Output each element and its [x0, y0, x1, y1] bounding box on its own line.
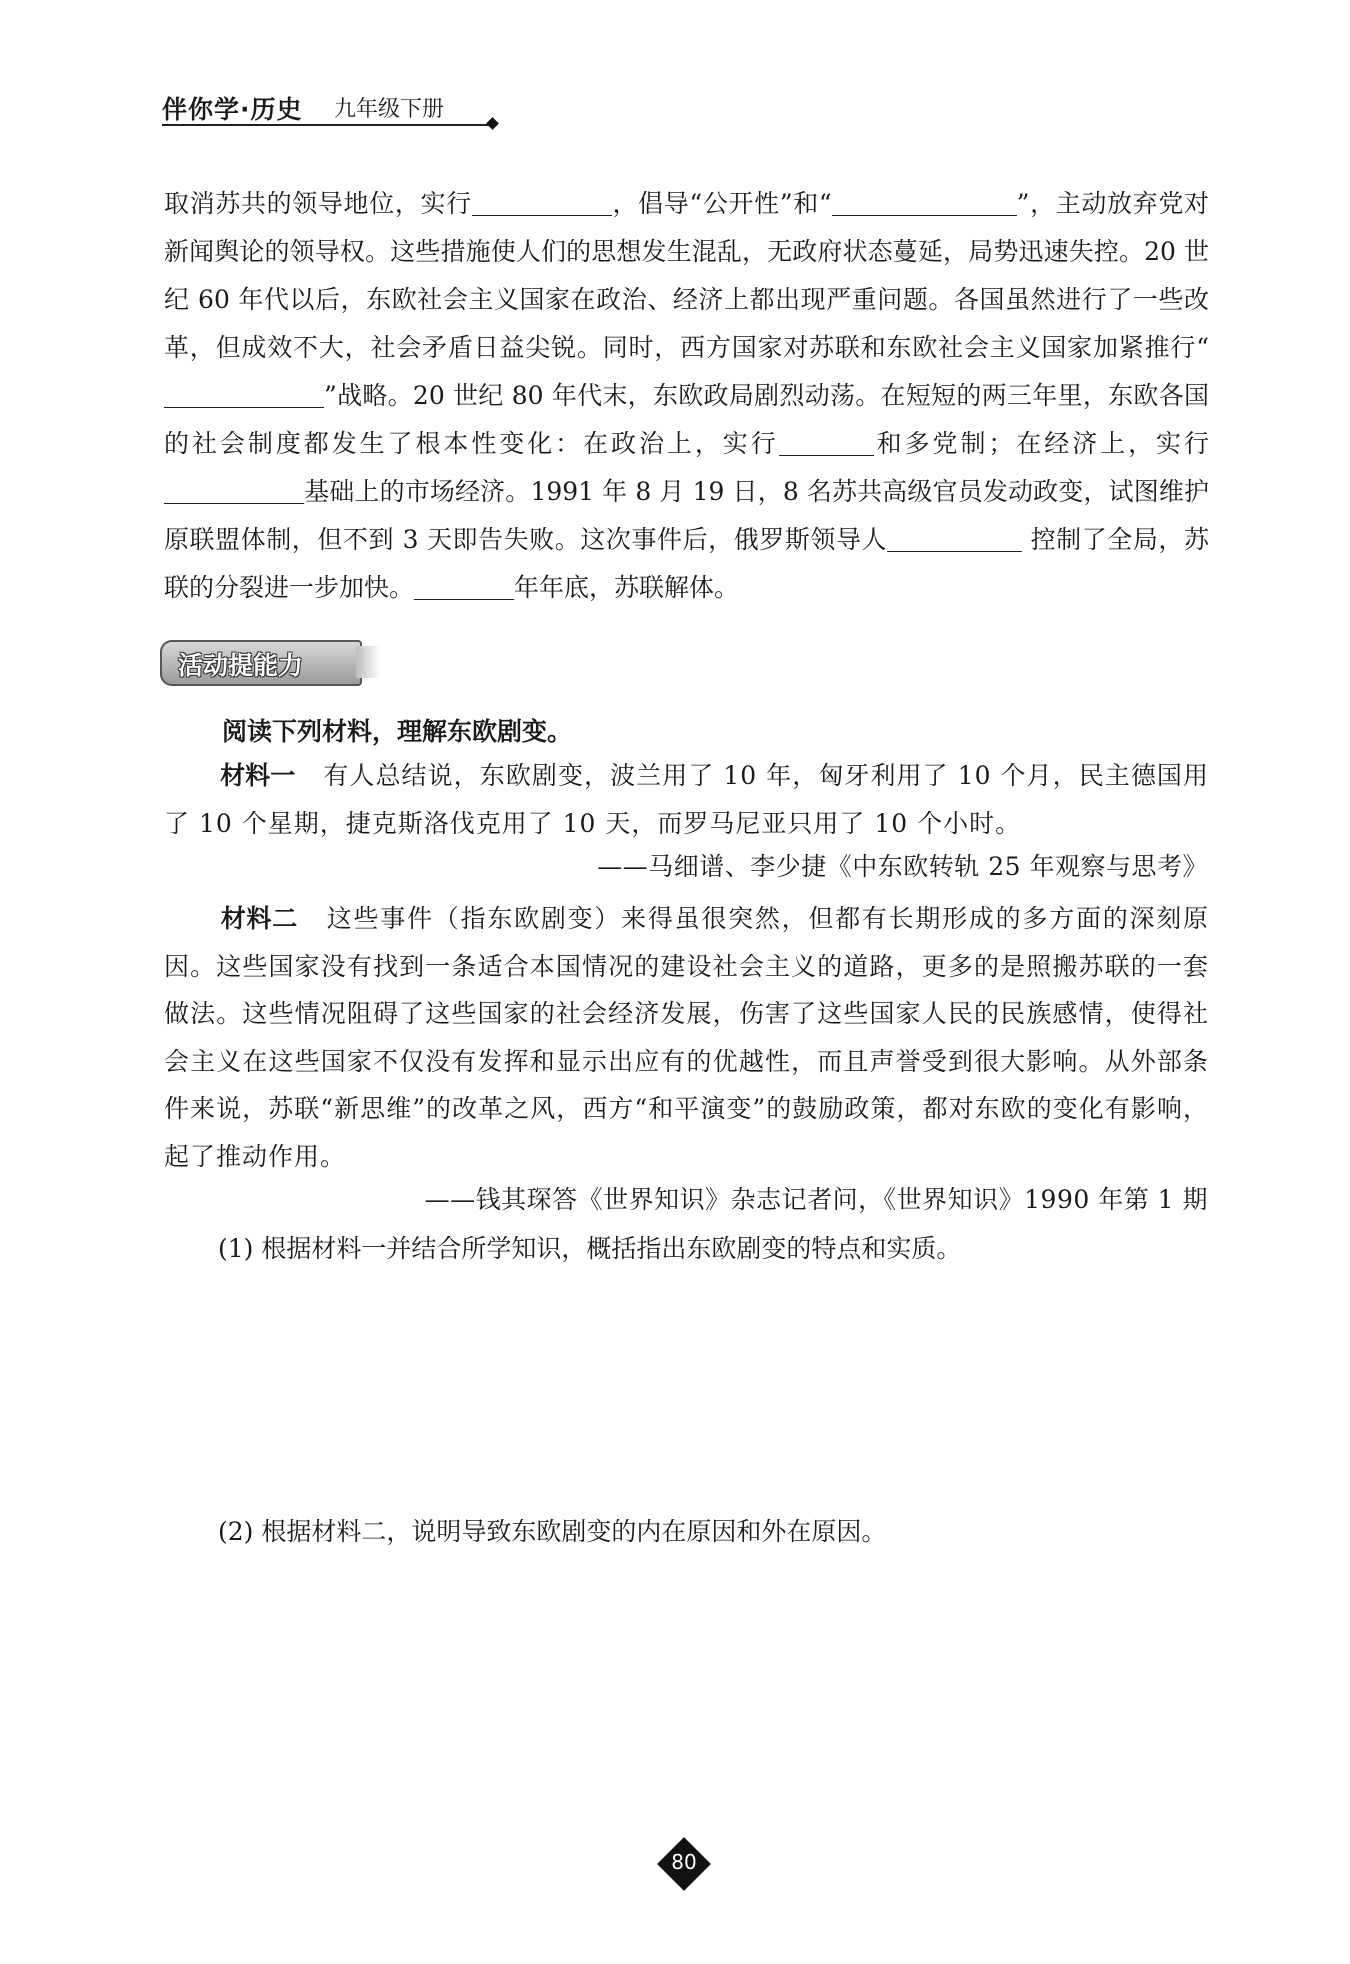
para-text-3: ”，主动放弃党对新闻舆论的领导权。这些措施使人们的思想发生混乱，无政府状态蔓延，局势迅速失控。20 世纪 60 年代以后，东欧社会主义国家在政治、经济上都出现严重问题。各国虽然进行了一些改革，但成效不大，社会矛盾日益尖锐。同时，西方国家对苏联和东欧社会主义国家加紧推行“ [164, 189, 1209, 362]
material-1 [164, 752, 1209, 847]
header-rule [162, 124, 492, 126]
section-tab [160, 640, 380, 686]
grade-label: 九年级下册 [334, 97, 445, 122]
running-header [162, 86, 502, 126]
section-tab-label: 活动提能力 [178, 651, 304, 680]
material-1-text: 有人总结说，东欧剧变，波兰用了 10 年，匈牙利用了 10 个月，民主德国用了 10 个星期，捷克斯洛伐克用了 10 天，而罗马尼亚只用了 10 个小时。 [164, 761, 1209, 838]
question-2: (2) 根据材料二，说明导致东欧剧变的内在原因和外在原因。 [218, 1517, 887, 1546]
answer-blank-3[interactable] [164, 383, 324, 408]
material-2 [164, 895, 1209, 1180]
para-text-6: 基础上的市场经济。1991 年 8 月 19 日，8 名苏共高级官员发动政变，试图维护原联盟体制，但不到 3 天即告失败。这次事件后，俄罗斯领导人 [164, 477, 1209, 554]
section-tab-fade [356, 646, 380, 678]
para-text-7: 控制了全局，苏联的分裂进一步加快。 [164, 525, 1209, 602]
answer-blank-4[interactable] [779, 431, 874, 456]
page-number-badge [660, 1840, 708, 1888]
para-text-2: ，倡导“公开性”和“ [611, 189, 832, 218]
answer-blank-2[interactable] [832, 191, 1017, 216]
material-1-source: ——马细谱、李少捷《中东欧转轨 25 年观察与思考》 [597, 852, 1208, 881]
page-number: 80 [671, 1850, 697, 1874]
series-title: 伴你学·历史 [162, 95, 303, 124]
para-text-4: ”战略。20 世纪 80 年代末，东欧政局剧烈动荡。在短短的两三年里，东欧各国的社会制度都发生了根本性变化：在政治上，实行 [164, 381, 1209, 458]
question-1: (1) 根据材料一并结合所学知识，概括指出东欧剧变的特点和实质。 [218, 1234, 962, 1263]
para-text-1: 取消苏共的领导地位，实行 [164, 189, 472, 218]
answer-blank-5[interactable] [164, 479, 304, 504]
material-2-label: 材料二 [220, 904, 299, 933]
instruction: 阅读下列材料，理解东欧剧变。 [222, 717, 573, 746]
answer-blank-1[interactable] [472, 191, 612, 216]
material-1-label: 材料一 [220, 761, 296, 790]
material-2-source: ——钱其琛答《世界知识》杂志记者问，《世界知识》1990 年第 1 期 [424, 1185, 1208, 1214]
material-2-text: 这些事件（指东欧剧变）来得虽很突然，但都有长期形成的多方面的深刻原因。这些国家没有找到一条适合本国情况的建设社会主义的道路，更多的是照搬苏联的一套做法。这些情况阻碍了这些国家的社会经济发展，伤害了这些国家人民的民族感情，使得社会主义在这些国家不仅没有发挥和显示出应有的优越性，而且声誉受到很大影响。从外部条件来说，苏联“新思维”的改革之风，西方“和平演变”的鼓励政策，都对东欧的变化有影响，起了推动作用。 [164, 904, 1209, 1171]
para-text-8: 年年底，苏联解体。 [514, 573, 740, 602]
fill-in-paragraph [164, 180, 1209, 612]
answer-blank-6[interactable] [887, 527, 1022, 552]
para-text-5: 和多党制；在经济上，实行 [873, 429, 1209, 458]
answer-blank-7[interactable] [414, 575, 514, 600]
diamond-icon [486, 117, 499, 130]
